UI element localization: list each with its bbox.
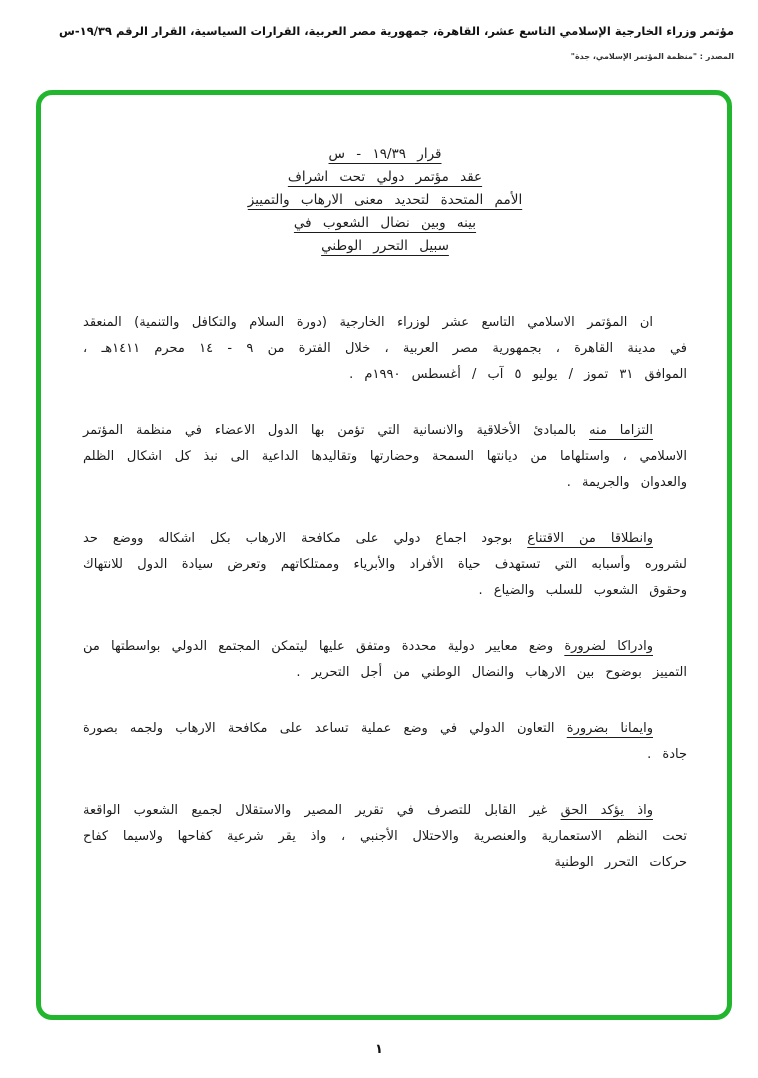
paragraph-text: وضع معايير دولية محددة ومتفق عليها ليتمكن المجتمع الدولي بواسطتها من التمييز بوضوح بين الارهاب والنضال الوطني من أجل التحرير .: [83, 639, 687, 680]
paragraph-lead: وانطلاقا من الاقتناع: [527, 531, 653, 546]
paragraph-awareness: [83, 634, 687, 686]
paragraph-belief: [83, 716, 687, 768]
paragraph-text: بالمبادئ الأخلاقية والانسانية التي تؤمن بها الدول الاعضاء في منظمة المؤتمر الاسلامي ، واستلهاما من ديانتها السمحة وحضارتها وتقاليدها الداعية الى نبذ كل اشكال الظلم والعدوان والجريمة .: [83, 423, 687, 490]
paragraph-affirmation: [83, 798, 687, 876]
resolution-title: [83, 143, 687, 258]
paragraph-text: غير القابل للتصرف في تقرير المصير والاستقلال لجميع الشعوب الواقعة تحت النظم الاستعمارية والعنصرية والاحتلال الأجنبي ، واذ يقر شرعية كفاحها ولاسيما كفاح حركات التحرر الوطنية: [83, 803, 687, 870]
page-number: ١: [375, 1042, 383, 1057]
paragraph-lead: واذ يؤكد الحق: [560, 803, 653, 818]
paragraph-text: بوجود اجماع دولي على مكافحة الارهاب بكل اشكاله ووضع حد لشروره وأسبابه التي تستهدف حياة الأفراد والأبرياء وممتلكاتهم وتعرض سيادة الدول للانتهاك وحقوق الشعوب للسلب والضياع .: [83, 531, 687, 598]
paragraph-conviction: [83, 526, 687, 604]
title-line: الأمم المتحدة لتحديد معنى الارهاب والتمييز: [247, 192, 523, 208]
title-line: عقد مؤتمر دولي تحت اشراف: [287, 169, 483, 185]
paragraph-lead: وايمانا بضرورة: [566, 721, 653, 736]
paragraph-text: التعاون الدولي في وضع عملية تساعد على مكافحة الارهاب ولجمه بصورة جادة .: [83, 721, 687, 762]
paragraph-lead: وادراكا لضرورة: [564, 639, 653, 654]
source-line: المصدر : "منظمة المؤتمر الإسلامي، جدة": [570, 52, 734, 61]
document-header: مؤتمر وزراء الخارجية الإسلامي التاسع عشر، القاهرة، جمهورية مصر العربية، القرارات السياسية، القرار الرقم ١٩/٣٩-س: [59, 24, 734, 38]
paragraph-text: ان المؤتمر الاسلامي التاسع عشر لوزراء الخارجية (دورة السلام والتكافل والتنمية) المنعقد في مدينة القاهرة ، بجمهورية مصر العربية ، خلال الفترة من ٩ - ١٤ محرم ١٤١١هـ ، الموافق ٣١ تموز / يوليو ٥ آب / أغسطس ١٩٩٠م .: [83, 315, 687, 382]
paragraph-commitment: [83, 418, 687, 496]
title-line: سبيل التحرر الوطني: [321, 238, 449, 254]
title-line: بينه وبين نضال الشعوب في: [293, 215, 477, 231]
document-body: [83, 143, 687, 906]
paragraph-preamble: [83, 310, 687, 388]
paragraph-lead: التزاما منه: [589, 423, 654, 438]
scanned-document-frame: [36, 90, 732, 1020]
title-line: قرار ١٩/٣٩ - س: [328, 146, 442, 162]
